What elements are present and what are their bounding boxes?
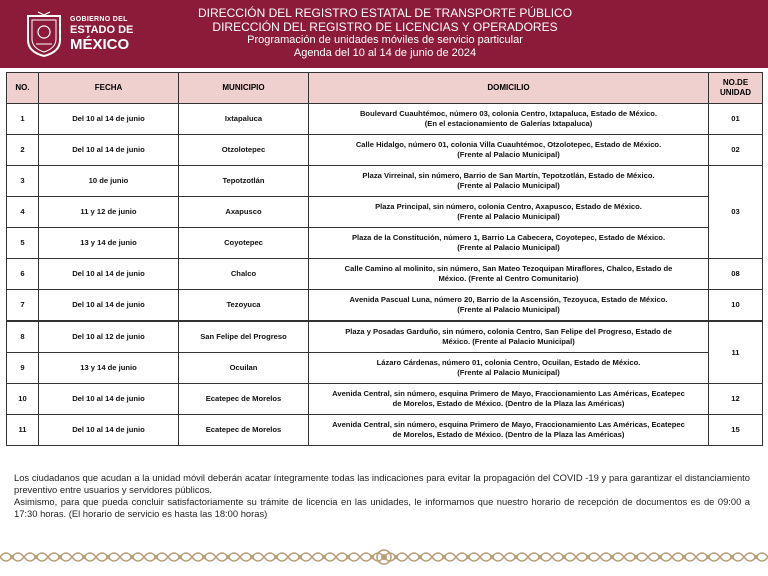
schedule-table — [6, 72, 763, 446]
table-row — [7, 104, 763, 135]
table-row — [7, 321, 763, 353]
cell-no: 5 — [7, 228, 39, 259]
domicilio-line-2: (Frente al Palacio Municipal) — [457, 150, 560, 159]
table-row — [7, 415, 763, 446]
table-row — [7, 259, 763, 290]
cell-no: 4 — [7, 197, 39, 228]
domicilio-line-2: (Frente al Palacio Municipal) — [457, 243, 560, 252]
domicilio-line-1: Avenida Central, sin número, esquina Primero de Mayo, Fraccionamiento Las Américas, Ecatepec — [332, 420, 685, 429]
cell-municipio: Otzolotepec — [179, 135, 309, 166]
logo-line-1: GOBIERNO DEL — [70, 16, 128, 23]
cell-unidad: 11 — [709, 321, 763, 384]
domicilio-line-2: México. (Frente al Centro Comunitario) — [438, 274, 579, 283]
cell-municipio: Ecatepec de Morelos — [179, 415, 309, 446]
cell-municipio: Coyotepec — [179, 228, 309, 259]
header-titles — [160, 7, 610, 60]
cell-no: 10 — [7, 384, 39, 415]
state-seal-icon — [24, 10, 64, 58]
cell-no: 11 — [7, 415, 39, 446]
cell-fecha: Del 10 al 14 de junio — [39, 135, 179, 166]
domicilio-line-1: Plaza de la Constitución, número 1, Barrio La Cabecera, Coyotepec, Estado de México. — [351, 233, 666, 242]
logo-line-3: MÉXICO — [70, 36, 130, 53]
cell-domicilio — [309, 197, 709, 228]
col-header-unidad — [709, 73, 763, 104]
domicilio-line-2: de Morelos, Estado de México. (Dentro de la Plaza las Américas) — [392, 430, 625, 439]
header-banner — [0, 0, 768, 68]
cell-municipio: Chalco — [179, 259, 309, 290]
domicilio-line-1: Lázaro Cárdenas, número 01, colonia Centro, Ocuilan, Estado de México. — [376, 358, 641, 367]
table-row — [7, 290, 763, 322]
cell-fecha: 13 y 14 de junio — [39, 353, 179, 384]
cell-no: 8 — [7, 321, 39, 353]
cell-unidad: 03 — [709, 166, 763, 259]
domicilio-line-1: Avenida Central, sin número, esquina Primero de Mayo, Fraccionamiento Las Américas, Ecatepec — [332, 389, 685, 398]
domicilio-line-2: (Frente al Palacio Municipal) — [457, 212, 560, 221]
cell-fecha: Del 10 al 12 de junio — [39, 321, 179, 353]
domicilio-line-1: Plaza y Posadas Garduño, sin número, colonia Centro, San Felipe del Progreso, Estado de — [345, 327, 672, 336]
domicilio-line-2: México. (Frente al Palacio Municipal) — [442, 337, 575, 346]
table-header-row — [7, 73, 763, 104]
cell-unidad: 10 — [709, 290, 763, 322]
note-paragraph-1: Los ciudadanos que acudan a la unidad móvil deberán acatar íntegramente todas las indicaciones para evitar la propagación del COVID -19 y para garantizar el distanciamiento preventivo entre usuarios y servidores públicos. — [14, 472, 750, 495]
cell-no: 2 — [7, 135, 39, 166]
domicilio-line-2: de Morelos, Estado de México. (Dentro de la Plaza las Américas) — [392, 399, 625, 408]
table-row — [7, 166, 763, 197]
cell-domicilio — [309, 104, 709, 135]
cell-domicilio — [309, 384, 709, 415]
cell-municipio: Tezoyuca — [179, 290, 309, 322]
cell-municipio: Tepotzotlán — [179, 166, 309, 197]
domicilio-line-1: Plaza Virreinal, sin número, Barrio de San Martín, Tepotzotlán, Estado de México. — [362, 171, 655, 180]
cell-no: 9 — [7, 353, 39, 384]
cell-fecha: Del 10 al 14 de junio — [39, 259, 179, 290]
notes — [14, 472, 750, 520]
gobierno-logo — [24, 10, 144, 58]
table-row — [7, 197, 763, 228]
cell-fecha: 13 y 14 de junio — [39, 228, 179, 259]
table-row — [7, 353, 763, 384]
domicilio-line-2: (En el estacionamiento de Galerías Ixtapaluca) — [424, 119, 593, 128]
table-row — [7, 384, 763, 415]
col-header-fecha: FECHA — [39, 73, 179, 104]
cell-unidad: 12 — [709, 384, 763, 415]
col-header-municipio: MUNICIPIO — [179, 73, 309, 104]
logo-line-2: ESTADO DE — [70, 24, 134, 36]
cell-fecha: Del 10 al 14 de junio — [39, 290, 179, 322]
cell-domicilio — [309, 415, 709, 446]
cell-domicilio — [309, 259, 709, 290]
cell-fecha: Del 10 al 14 de junio — [39, 384, 179, 415]
cell-municipio: Axapusco — [179, 197, 309, 228]
cell-fecha: 10 de junio — [39, 166, 179, 197]
header-line-1: DIRECCIÓN DEL REGISTRO ESTATAL DE TRANSPORTE PÚBLICO — [197, 6, 573, 20]
cell-unidad: 01 — [709, 104, 763, 135]
header-line-2: DIRECCIÓN DEL REGISTRO DE LICENCIAS Y OPERADORES — [212, 19, 558, 34]
cell-municipio: Ecatepec de Morelos — [179, 384, 309, 415]
cell-domicilio — [309, 135, 709, 166]
decorative-band-icon — [0, 547, 768, 567]
cell-domicilio — [309, 228, 709, 259]
domicilio-line-1: Plaza Principal, sin número, colonia Centro, Axapusco, Estado de México. — [375, 202, 642, 211]
domicilio-line-1: Calle Camino al molinito, sin número, San Mateo Tezoquipan Miraflores, Chalco, Estado de — [344, 264, 673, 273]
header-line-4: Agenda del 10 al 14 de junio de 2024 — [293, 47, 477, 59]
col-header-no: NO. — [7, 73, 39, 104]
domicilio-line-2: (Frente al Palacio Municipal) — [457, 305, 560, 314]
cell-fecha: 11 y 12 de junio — [39, 197, 179, 228]
col-header-domicilio: DOMICILIO — [309, 73, 709, 104]
cell-domicilio — [309, 321, 709, 353]
cell-municipio: Ixtapaluca — [179, 104, 309, 135]
domicilio-line-2: (Frente al Palacio Municipal) — [457, 181, 560, 190]
cell-no: 1 — [7, 104, 39, 135]
domicilio-line-1: Avenida Pascual Luna, número 20, Barrio de la Ascensión, Tezoyuca, Estado de México. — [349, 295, 668, 304]
domicilio-line-1: Calle Hidalgo, número 01, colonia Villa Cuauhtémoc, Otzolotepec, Estado de México. — [355, 140, 662, 149]
col-header-unidad-1: NO.DE — [722, 78, 749, 87]
cell-unidad: 15 — [709, 415, 763, 446]
cell-municipio: San Felipe del Progreso — [179, 321, 309, 353]
cell-no: 6 — [7, 259, 39, 290]
header-line-3: Programación de unidades móviles de servicio particular — [247, 34, 523, 46]
cell-domicilio — [309, 290, 709, 322]
cell-fecha: Del 10 al 14 de junio — [39, 104, 179, 135]
col-header-unidad-2: UNIDAD — [719, 88, 752, 97]
domicilio-line-2: (Frente al Palacio Municipal) — [457, 368, 560, 377]
cell-unidad: 02 — [709, 135, 763, 166]
cell-no: 7 — [7, 290, 39, 322]
cell-domicilio — [309, 353, 709, 384]
table-row — [7, 228, 763, 259]
cell-domicilio — [309, 166, 709, 197]
cell-fecha: Del 10 al 14 de junio — [39, 415, 179, 446]
domicilio-line-1: Boulevard Cuauhtémoc, número 03, colonia Centro, Ixtapaluca, Estado de México. — [359, 109, 658, 118]
table-row — [7, 135, 763, 166]
cell-unidad: 08 — [709, 259, 763, 290]
cell-no: 3 — [7, 166, 39, 197]
note-paragraph-2: Asimismo, para que pueda concluir satisfactoriamente su trámite de licencia en las unidades, le informamos que nuestro horario de recepción de documentos es de 09:00 a 17:30 horas. (El horario de servicio es hasta las 18:00 horas) — [14, 496, 750, 519]
cell-municipio: Ocuilan — [179, 353, 309, 384]
